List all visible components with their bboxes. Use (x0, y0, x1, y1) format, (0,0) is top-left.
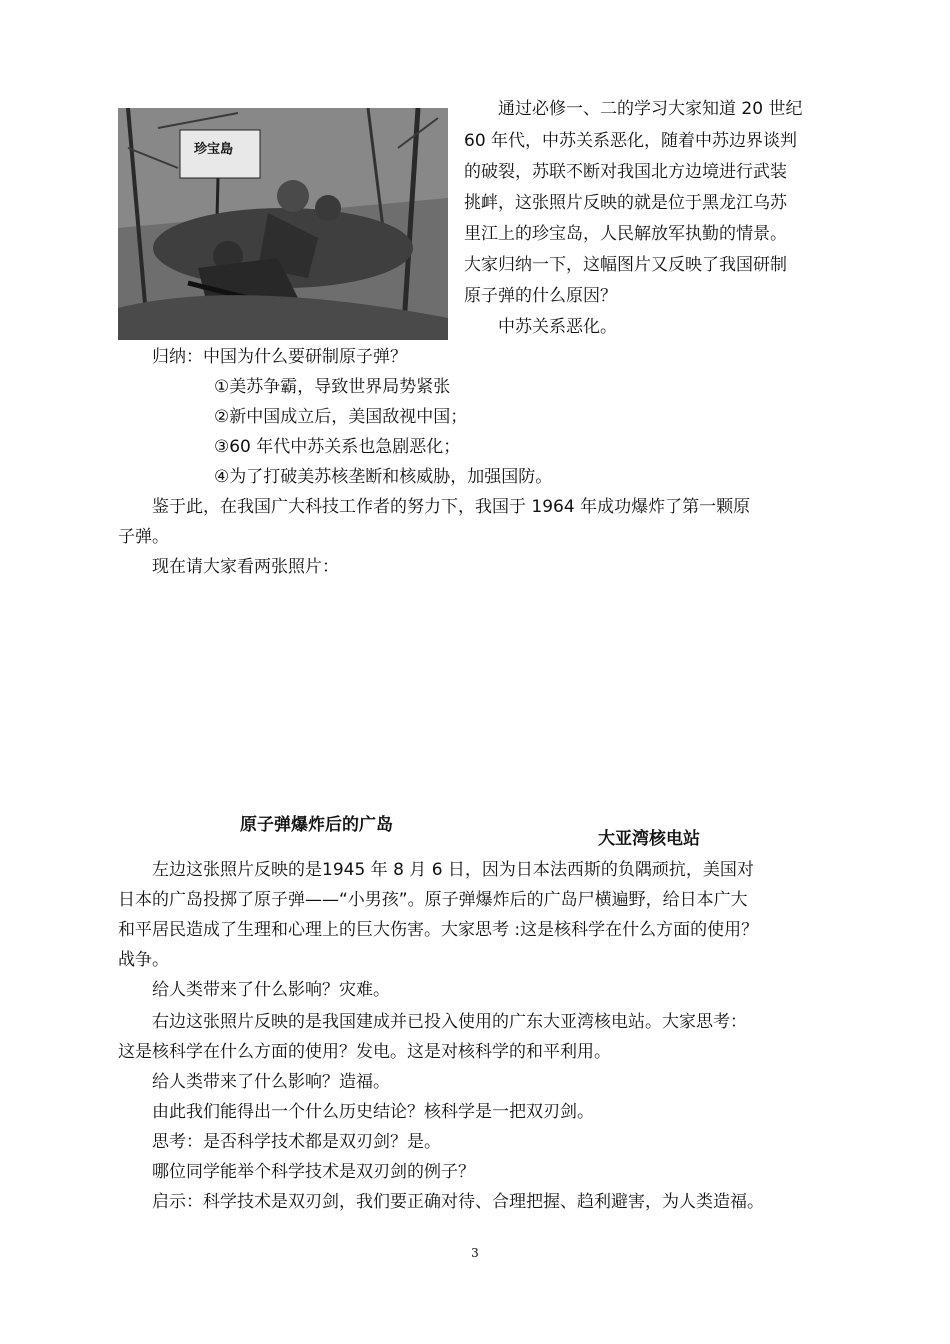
intro-line: 通过必修一、二的学习大家知道 20 世纪 (498, 99, 803, 119)
body-line: 由此我们能得出一个什么历史结论？核科学是一把双刃剑。 (152, 1102, 594, 1122)
sign-text: 珍宝島 (194, 142, 234, 157)
body-line: 右边这张照片反映的是我国建成并已投入使用的广东大亚湾核电站。大家思考： (152, 1012, 747, 1032)
body-line: 启示：科学技术是双刃剑，我们要正确对待、合理把握、趋利避害，为人类造福。 (152, 1192, 764, 1212)
summary-item: ②新中国成立后，美国敌视中国； (214, 407, 468, 427)
summary-heading: 归纳：中国为什么要研制原子弹？ (152, 347, 407, 367)
paragraph-line: 现在请大家看两张照片： (152, 557, 339, 577)
intro-line: 里江上的珍宝岛，人民解放军执勤的情景。 (464, 224, 787, 244)
intro-line: 大家归纳一下，这幅图片又反映了我国研制 (464, 255, 787, 275)
body-line: 思考：是否科学技术都是双刃剑？是。 (152, 1132, 441, 1152)
body-line: 和平居民造成了生理和心理上的巨大伤害。大家思考 :这是核科学在什么方面的使用？ (118, 920, 759, 940)
body-line: 哪位同学能举个科学技术是双刃剑的例子？ (152, 1162, 475, 1182)
body-line: 日本的广岛投掷了原子弹——“小男孩”。原子弹爆炸后的广岛尸横遍野，给日本广大 (118, 890, 748, 910)
zhenbao-island-photo (118, 108, 448, 340)
page-number: 3 (471, 1246, 479, 1260)
intro-line: 中苏关系恶化。 (498, 317, 617, 337)
intro-line: 的破裂，苏联不断对我国北方边境进行武装 (464, 162, 787, 182)
intro-line: 60 年代，中苏关系恶化，随着中苏边界谈判 (464, 131, 798, 151)
intro-line: 挑衅，这张照片反映的就是位于黑龙江乌苏 (464, 193, 787, 213)
body-line: 给人类带来了什么影响？灾难。 (152, 980, 390, 1000)
body-line: 战争。 (118, 950, 169, 970)
paragraph-line: 子弹。 (118, 527, 169, 547)
photo-illustration (118, 108, 448, 340)
body-line: 左边这张照片反映的是1945 年 8 月 6 日，因为日本法西斯的负隅顽抗，美国对 (152, 860, 754, 880)
caption-daya-bay: 大亚湾核电站 (598, 829, 700, 849)
paragraph-line: 鉴于此，在我国广大科技工作者的努力下，我国于 1964 年成功爆炸了第一颗原 (152, 497, 751, 517)
caption-hiroshima: 原子弹爆炸后的广岛 (240, 815, 393, 835)
intro-line: 原子弹的什么原因？ (464, 286, 617, 306)
summary-item: ④为了打破美苏核垄断和核威胁，加强国防。 (214, 467, 553, 487)
body-line: 这是核科学在什么方面的使用？发电。这是对核科学的和平利用。 (118, 1042, 611, 1062)
summary-item: ③60 年代中苏关系也急剧恶化； (214, 437, 461, 457)
summary-item: ①美苏争霸，导致世界局势紧张 (214, 377, 451, 397)
body-line: 给人类带来了什么影响？造福。 (152, 1072, 390, 1092)
